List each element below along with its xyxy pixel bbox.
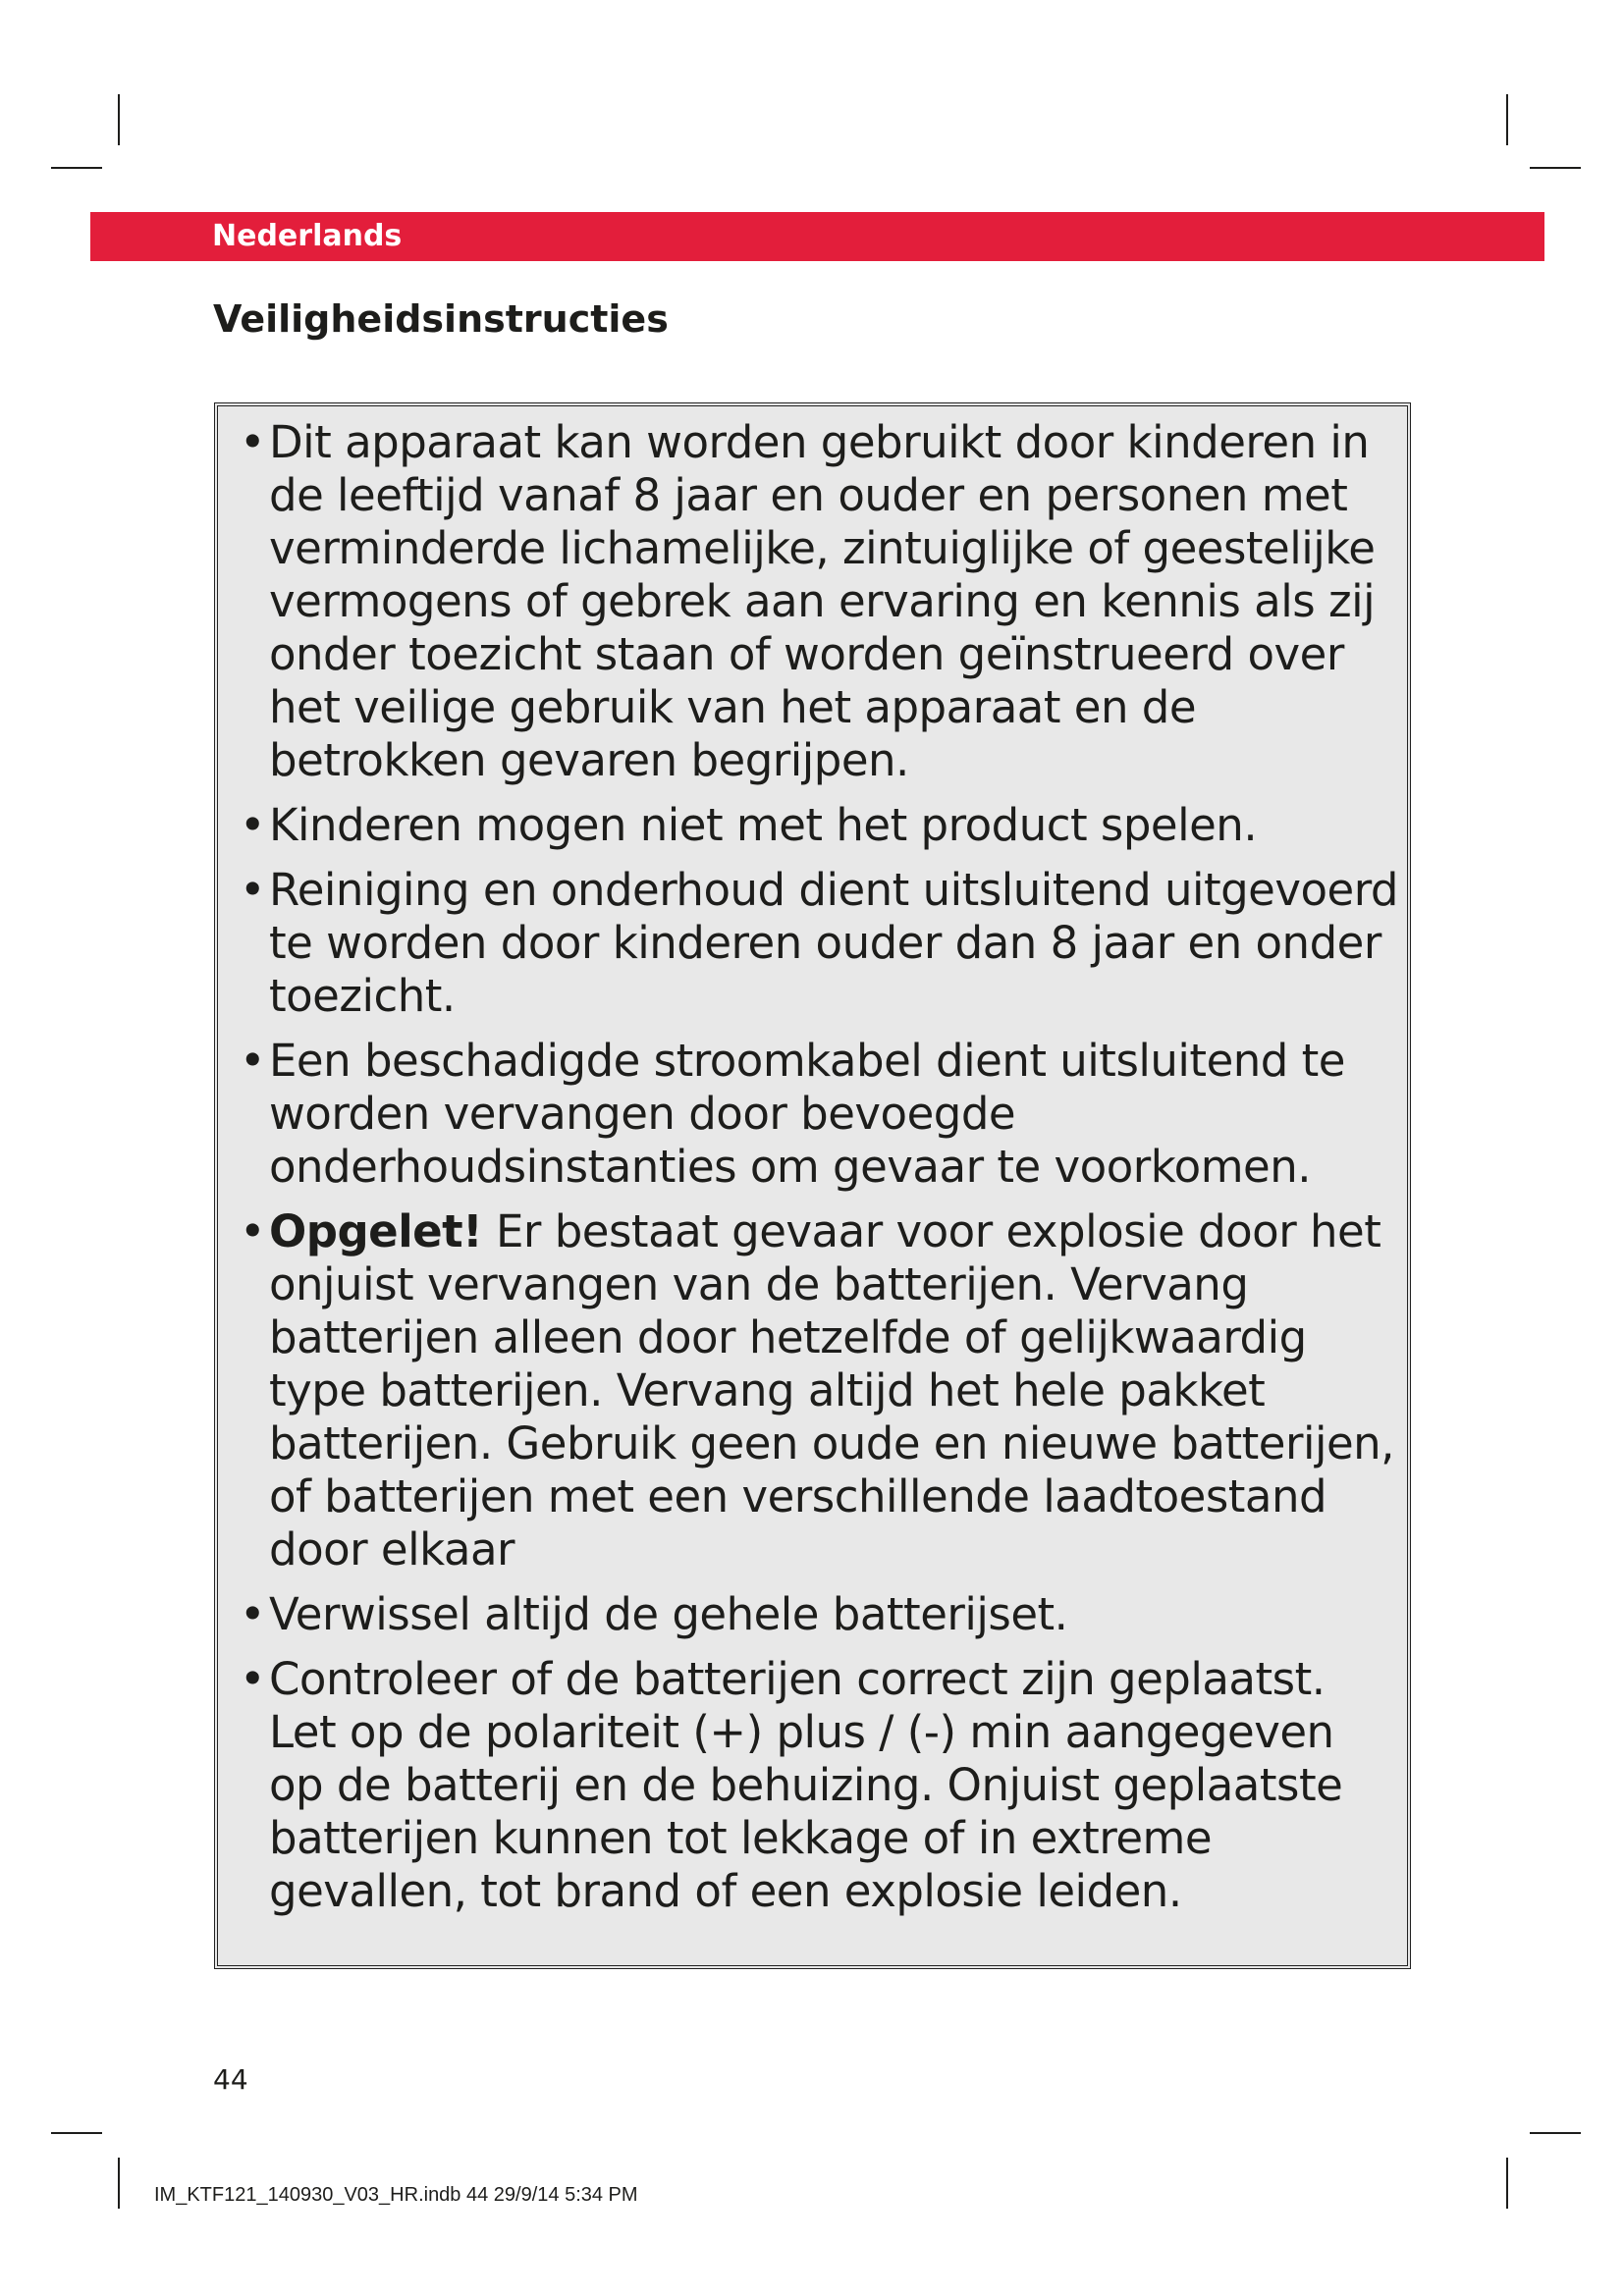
- safety-item: [240, 1035, 1399, 1194]
- safety-item-text: Kinderen mogen niet met het product spelen.: [269, 799, 1258, 851]
- bullet-icon: •: [240, 864, 266, 916]
- crop-mark: [118, 2158, 120, 2209]
- warning-lead: Opgelet!: [269, 1205, 483, 1257]
- bullet-icon: •: [240, 1035, 266, 1087]
- section-title: Veiligheidsinstructies: [213, 297, 669, 341]
- safety-list: [240, 416, 1399, 1918]
- bullet-icon: •: [240, 799, 266, 851]
- safety-item: [240, 1205, 1399, 1576]
- safety-item-text: Er bestaat gevaar voor explosie door het onjuist vervangen van de batterijen. Vervang batterijen alleen door hetzelfde of gelijkwaardig type batterijen. Vervang altijd het hele pakket batterijen. Gebruik geen oude en nieuwe batterijen, of batterijen met een verschillende laadtoestand door elkaar: [269, 1205, 1394, 1575]
- page-number: 44: [213, 2063, 248, 2096]
- safety-item-text: Dit apparaat kan worden gebruikt door kinderen in de leeftijd vanaf 8 jaar en ouder en personen met verminderde lichamelijke, zintuiglijke of geestelijke vermogens of gebrek aan ervaring en kennis als zij onder toezicht staan of worden geïnstrueerd over het veilige gebruik van het apparaat en de betrokken gevaren begrijpen.: [269, 416, 1376, 786]
- crop-mark: [51, 167, 102, 169]
- safety-item: [240, 864, 1399, 1023]
- crop-mark: [1506, 94, 1508, 145]
- language-label: Nederlands: [212, 219, 403, 253]
- crop-mark: [1530, 167, 1581, 169]
- safety-item: [240, 1588, 1399, 1641]
- safety-item: [240, 799, 1399, 852]
- language-header-bar: [90, 212, 1544, 261]
- safety-item-text: Verwissel altijd de gehele batterijset.: [269, 1588, 1068, 1640]
- print-slug-line: IM_KTF121_140930_V03_HR.indb 44 29/9/14 5:34 PM: [154, 2184, 638, 2206]
- crop-mark: [51, 2132, 102, 2134]
- bullet-icon: •: [240, 1588, 266, 1640]
- safety-item: [240, 416, 1399, 787]
- bullet-icon: •: [240, 416, 266, 468]
- crop-mark: [1530, 2132, 1581, 2134]
- bullet-icon: •: [240, 1653, 266, 1705]
- bullet-icon: •: [240, 1205, 266, 1257]
- safety-item-text: Reiniging en onderhoud dient uitsluitend uitgevoerd te worden door kinderen ouder dan 8 jaar en onder toezicht.: [269, 864, 1398, 1022]
- crop-mark: [1506, 2158, 1508, 2209]
- safety-item: [240, 1653, 1399, 1918]
- safety-item-text: Controleer of de batterijen correct zijn geplaatst. Let op de polariteit (+) plus / (-) min aangegeven op de batterij en de behuizing. Onjuist geplaatste batterijen kunnen tot lekkage of in extreme gevallen, tot brand of een explosie leiden.: [269, 1653, 1343, 1917]
- safety-item-text: Een beschadigde stroomkabel dient uitsluitend te worden vervangen door bevoegde onderhoudsinstanties om gevaar te voorkomen.: [269, 1035, 1345, 1193]
- crop-mark: [118, 94, 120, 145]
- safety-instructions-box: [214, 402, 1411, 1969]
